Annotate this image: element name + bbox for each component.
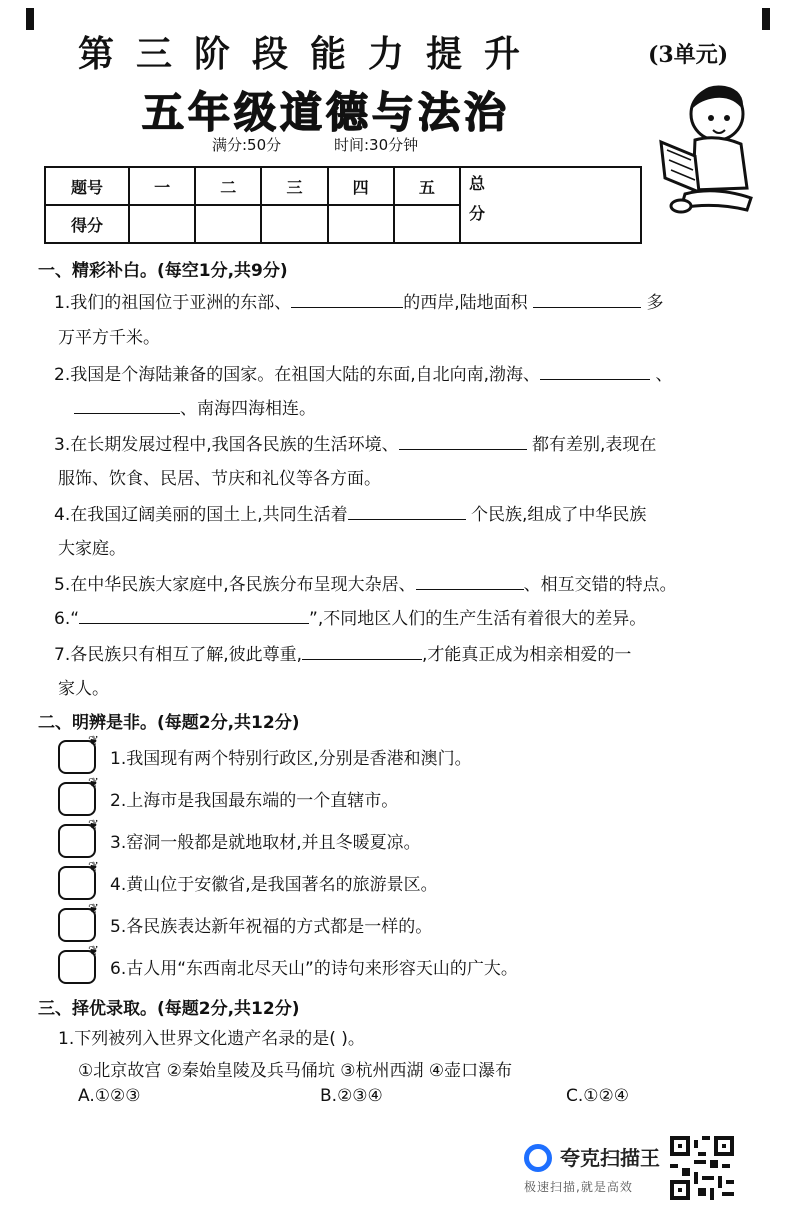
leaf-icon: ❦ [88,902,99,917]
q2-blank-2[interactable] [74,396,180,414]
section1-title: 一、精彩补白。(每空1分,共9分) [38,261,288,281]
question-1-3 [54,430,656,455]
q1-blank-2[interactable] [533,290,641,308]
question-1-1-cont: 万平方千米。 [58,328,160,348]
score-label: 得分 [45,205,129,243]
leaf-icon: ❦ [88,944,99,959]
question-1-5 [54,570,677,595]
q5-text-a: 5.在中华民族大家庭中,各民族分布呈现大杂居、 [54,575,416,595]
total-label-top: 总 [469,174,486,193]
section2-title: 二、明辨是非。(每题2分,共12分) [38,713,300,733]
question-1-4-cont: 大家庭。 [58,539,126,559]
tf-statement: 5.各民族表达新年祝福的方式都是一样的。 [110,917,433,937]
q7-text-b: ,才能真正成为相亲相爱的一 [422,645,632,665]
question-1-6 [54,604,646,629]
scanner-logo-icon [524,1144,552,1172]
option-b[interactable]: B.②③④ [320,1086,383,1106]
option-c[interactable]: C.①②④ [566,1086,629,1106]
page-title: 第三阶段能力提升 [78,33,543,75]
tf-statement: 4.黄山位于安徽省,是我国著名的旅游景区。 [110,875,438,895]
exam-time: 时间:30分钟 [334,136,419,154]
q2-text-b: 、 [655,365,673,385]
tf-statement: 6.古人用“东西南北尽天山”的诗句来形容天山的广大。 [110,959,518,979]
score-col-2: 二 [195,167,261,205]
question-1-1 [54,288,663,313]
total-cell [460,167,641,243]
q6-text-a: 6.“ [54,609,80,629]
score-col-1: 一 [129,167,195,205]
total-label-bottom: 分 [469,204,486,223]
scanner-tagline: 极速扫描,就是高效 [524,1180,633,1194]
question-1-7 [54,640,631,665]
question-number-label: 题号 [45,167,129,205]
qr-code-icon [670,1136,734,1200]
q5-blank[interactable] [416,572,524,590]
q2-blank-1[interactable] [540,362,650,380]
q2-text-c: 、南海四海相连。 [180,399,316,419]
q4-blank[interactable] [348,502,466,520]
question-1-3-cont: 服饰、饮食、民居、节庆和礼仪等各方面。 [58,469,381,489]
tf-statement: 3.窑洞一般都是就地取材,并且冬暖夏凉。 [110,833,421,853]
score-cell-3[interactable] [261,205,327,243]
q6-text-b: ”,不同地区人们的生产生活有着很大的差异。 [309,609,647,629]
q6-blank[interactable] [79,606,309,624]
reading-boy-illustration [655,78,775,218]
q3-text-b: 都有差别,表现在 [532,435,657,455]
q4-text-b: 个民族,组成了中华民族 [471,505,647,525]
leaf-icon: ❦ [88,776,99,791]
q2-text-a: 2.我国是个海陆兼备的国家。在祖国大陆的东面,自北向南,渤海、 [54,365,541,385]
mc-question-1-stem: 1.下列被列入世界文化遗产名录的是( )。 [58,1029,365,1049]
q5-text-b: 、相互交错的特点。 [523,575,677,595]
question-1-4 [54,500,646,525]
section3-title: 三、择优录取。(每题2分,共12分) [38,999,300,1019]
question-1-2 [54,360,672,385]
question-1-7-cont: 家人。 [58,679,109,699]
q7-text-a: 7.各民族只有相互了解,彼此尊重, [54,645,303,665]
unit-label: (3单元) [648,42,729,68]
score-cell-1[interactable] [129,205,195,243]
full-score: 满分:50分 [212,136,282,154]
tf-statement: 2.上海市是我国最东端的一个直辖市。 [110,791,399,811]
score-col-5: 五 [394,167,460,205]
mc-question-1-items: ①北京故宫 ②秦始皇陵及兵马俑坑 ③杭州西湖 ④壶口瀑布 [78,1061,513,1081]
subject-title: 五年级道德与法治 [142,88,511,137]
q4-text-a: 4.在我国辽阔美丽的国土上,共同生活着 [54,505,348,525]
score-cell-4[interactable] [328,205,394,243]
q1-blank-1[interactable] [291,290,403,308]
score-col-4: 四 [328,167,394,205]
q3-text-a: 3.在长期发展过程中,我国各民族的生活环境、 [54,435,399,455]
leaf-icon: ❦ [88,860,99,875]
scanner-watermark [524,1140,794,1210]
q1-text-a: 1.我们的祖国位于亚洲的东部、 [54,293,292,313]
q1-text-c: 多 [646,293,664,313]
tf-statement: 1.我国现有两个特别行政区,分别是香港和澳门。 [110,749,472,769]
q3-blank[interactable] [399,432,527,450]
question-1-2-cont [74,394,316,419]
q1-text-b: 的西岸,陆地面积 [403,293,528,313]
score-col-3: 三 [261,167,327,205]
score-cell-2[interactable] [195,205,261,243]
score-cell-5[interactable] [394,205,460,243]
score-table [44,166,642,244]
scanner-app-name: 夸克扫描王 [560,1146,660,1170]
option-a[interactable]: A.①②③ [78,1086,141,1106]
leaf-icon: ❦ [88,818,99,833]
leaf-icon: ❦ [88,734,99,749]
scan-corner-mark-right [762,8,770,30]
q7-blank[interactable] [302,642,422,660]
scan-corner-mark-left [26,8,34,30]
